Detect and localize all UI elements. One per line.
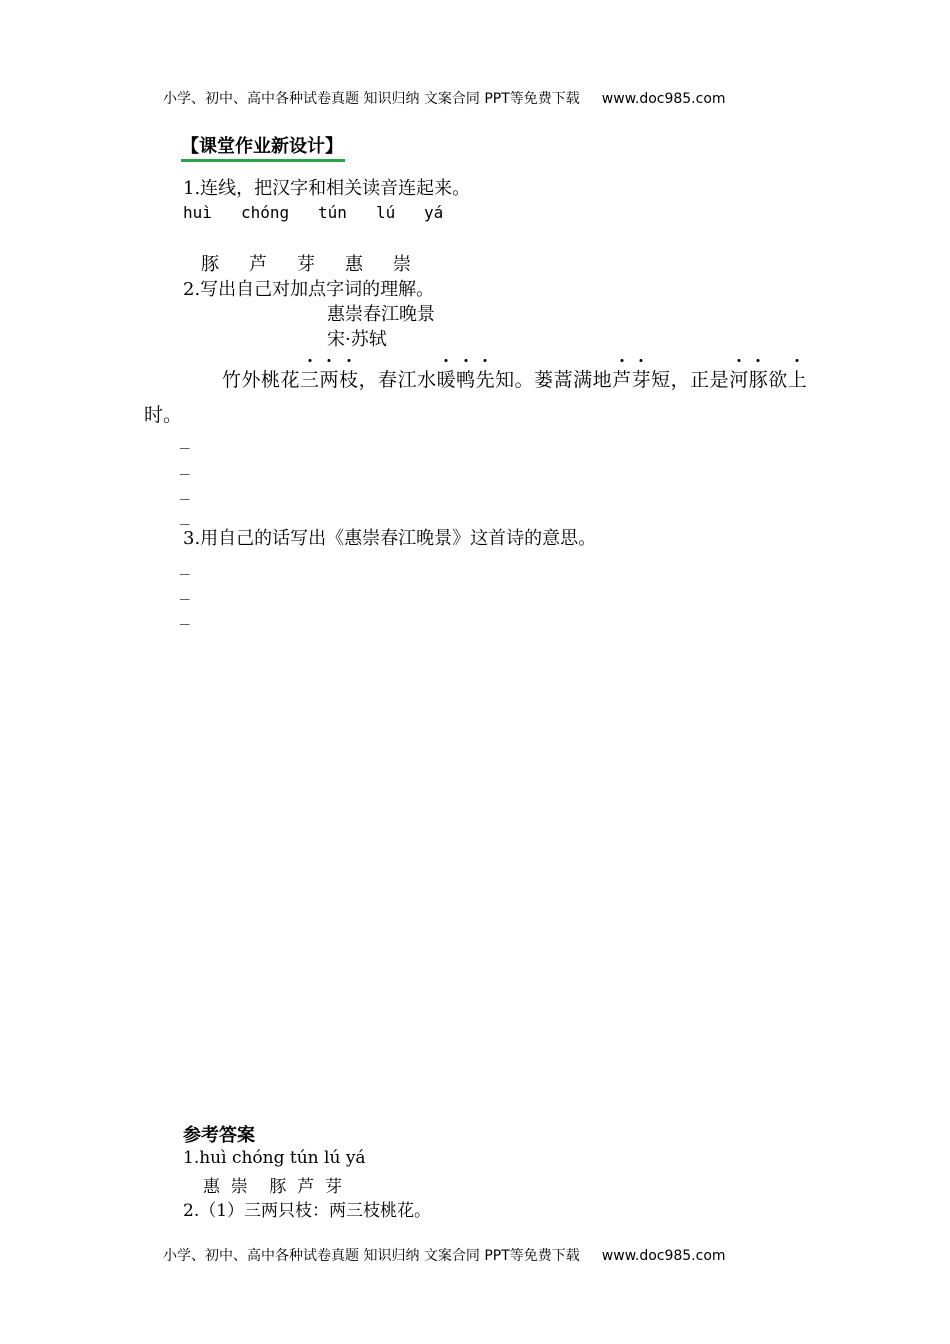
dotted-phrase xyxy=(729,369,768,391)
question-1-chars-row xyxy=(201,250,441,276)
hanzi-item: 芽 xyxy=(297,254,315,275)
pinyin-item: huì xyxy=(183,203,212,222)
answer-1-pinyin: 1.huì chóng tún lú yá xyxy=(183,1148,366,1168)
hanzi-item: 芦 xyxy=(249,254,267,275)
answer-blank-line[interactable]: _ xyxy=(180,456,190,475)
poem-line-1 xyxy=(222,365,807,392)
emphasis-dot-char: 三 xyxy=(300,365,320,392)
answer-2-text: 2.（1）三两只枝：两三枝桃花。 xyxy=(183,1201,432,1221)
dotted-phrase xyxy=(437,369,496,391)
pinyin-item: chóng xyxy=(241,203,290,222)
answer-blank-line[interactable]: _ xyxy=(180,481,190,500)
answer-1-chars: 惠 崇 豚 芦 芽 xyxy=(203,1177,343,1197)
pinyin-item: lú xyxy=(376,203,396,222)
emphasis-dot-char: 暖 xyxy=(437,365,457,392)
poem-text: 欲 xyxy=(768,369,788,391)
header-text: 小学、初中、高中各种试卷真题 知识归纳 文案合同 PPT等免费下载 xyxy=(163,91,580,107)
section-title: 【课堂作业新设计】 xyxy=(181,135,345,162)
hanzi-item: 崇 xyxy=(393,254,411,275)
answers-title: 参考答案 xyxy=(183,1125,255,1146)
emphasis-dot-char: 先 xyxy=(476,365,496,392)
pinyin-item: tún xyxy=(318,203,347,222)
dotted-phrase xyxy=(788,369,808,391)
question-1-pinyin-row xyxy=(183,203,443,222)
page-footer xyxy=(163,1245,726,1265)
poem-author: 宋·苏轼 xyxy=(327,329,387,350)
poem-text: 竹外桃花 xyxy=(222,369,301,391)
question-3-prompt: 3.用自己的话写出《惠崇春江晚景》这首诗的意思。 xyxy=(183,528,597,549)
answer-blank-line[interactable]: _ xyxy=(180,506,190,525)
emphasis-dot-char: 上 xyxy=(788,365,808,392)
hanzi-item: 豚 xyxy=(201,254,219,275)
emphasis-dot-char: 芦 xyxy=(612,365,632,392)
question-2-prompt: 2.写出自己对加点字词的理解。 xyxy=(183,279,435,300)
header-site-link[interactable]: www.doc985.com xyxy=(601,91,726,107)
answer-blank-line[interactable]: _ xyxy=(180,430,190,449)
poem-line-2: 时。 xyxy=(144,404,183,426)
footer-site-link[interactable]: www.doc985.com xyxy=(601,1248,726,1264)
emphasis-dot-char: 两 xyxy=(320,365,340,392)
poem-text: ，春江水 xyxy=(358,369,437,391)
dotted-phrase xyxy=(300,369,359,391)
poem-text: 短，正是 xyxy=(651,369,730,391)
emphasis-dot-char: 枝 xyxy=(339,365,359,392)
emphasis-dot-char: 河 xyxy=(729,365,749,392)
answer-blank-line[interactable]: _ xyxy=(180,606,190,625)
emphasis-dot-char: 豚 xyxy=(749,365,769,392)
footer-text: 小学、初中、高中各种试卷真题 知识归纳 文案合同 PPT等免费下载 xyxy=(163,1248,580,1264)
pinyin-item: yá xyxy=(424,203,444,222)
emphasis-dot-char: 鸭 xyxy=(456,365,476,392)
poem-title: 惠崇春江晚景 xyxy=(327,304,435,325)
hanzi-item: 惠 xyxy=(345,254,363,275)
dotted-phrase xyxy=(612,369,651,391)
answer-blank-line[interactable]: _ xyxy=(180,556,190,575)
answer-blank-line[interactable]: _ xyxy=(180,581,190,600)
emphasis-dot-char: 芽 xyxy=(632,365,652,392)
poem-text: 知。蒌蒿满地 xyxy=(495,369,613,391)
question-1-prompt: 1.连线，把汉字和相关读音连起来。 xyxy=(183,178,471,199)
page-header xyxy=(163,88,726,108)
